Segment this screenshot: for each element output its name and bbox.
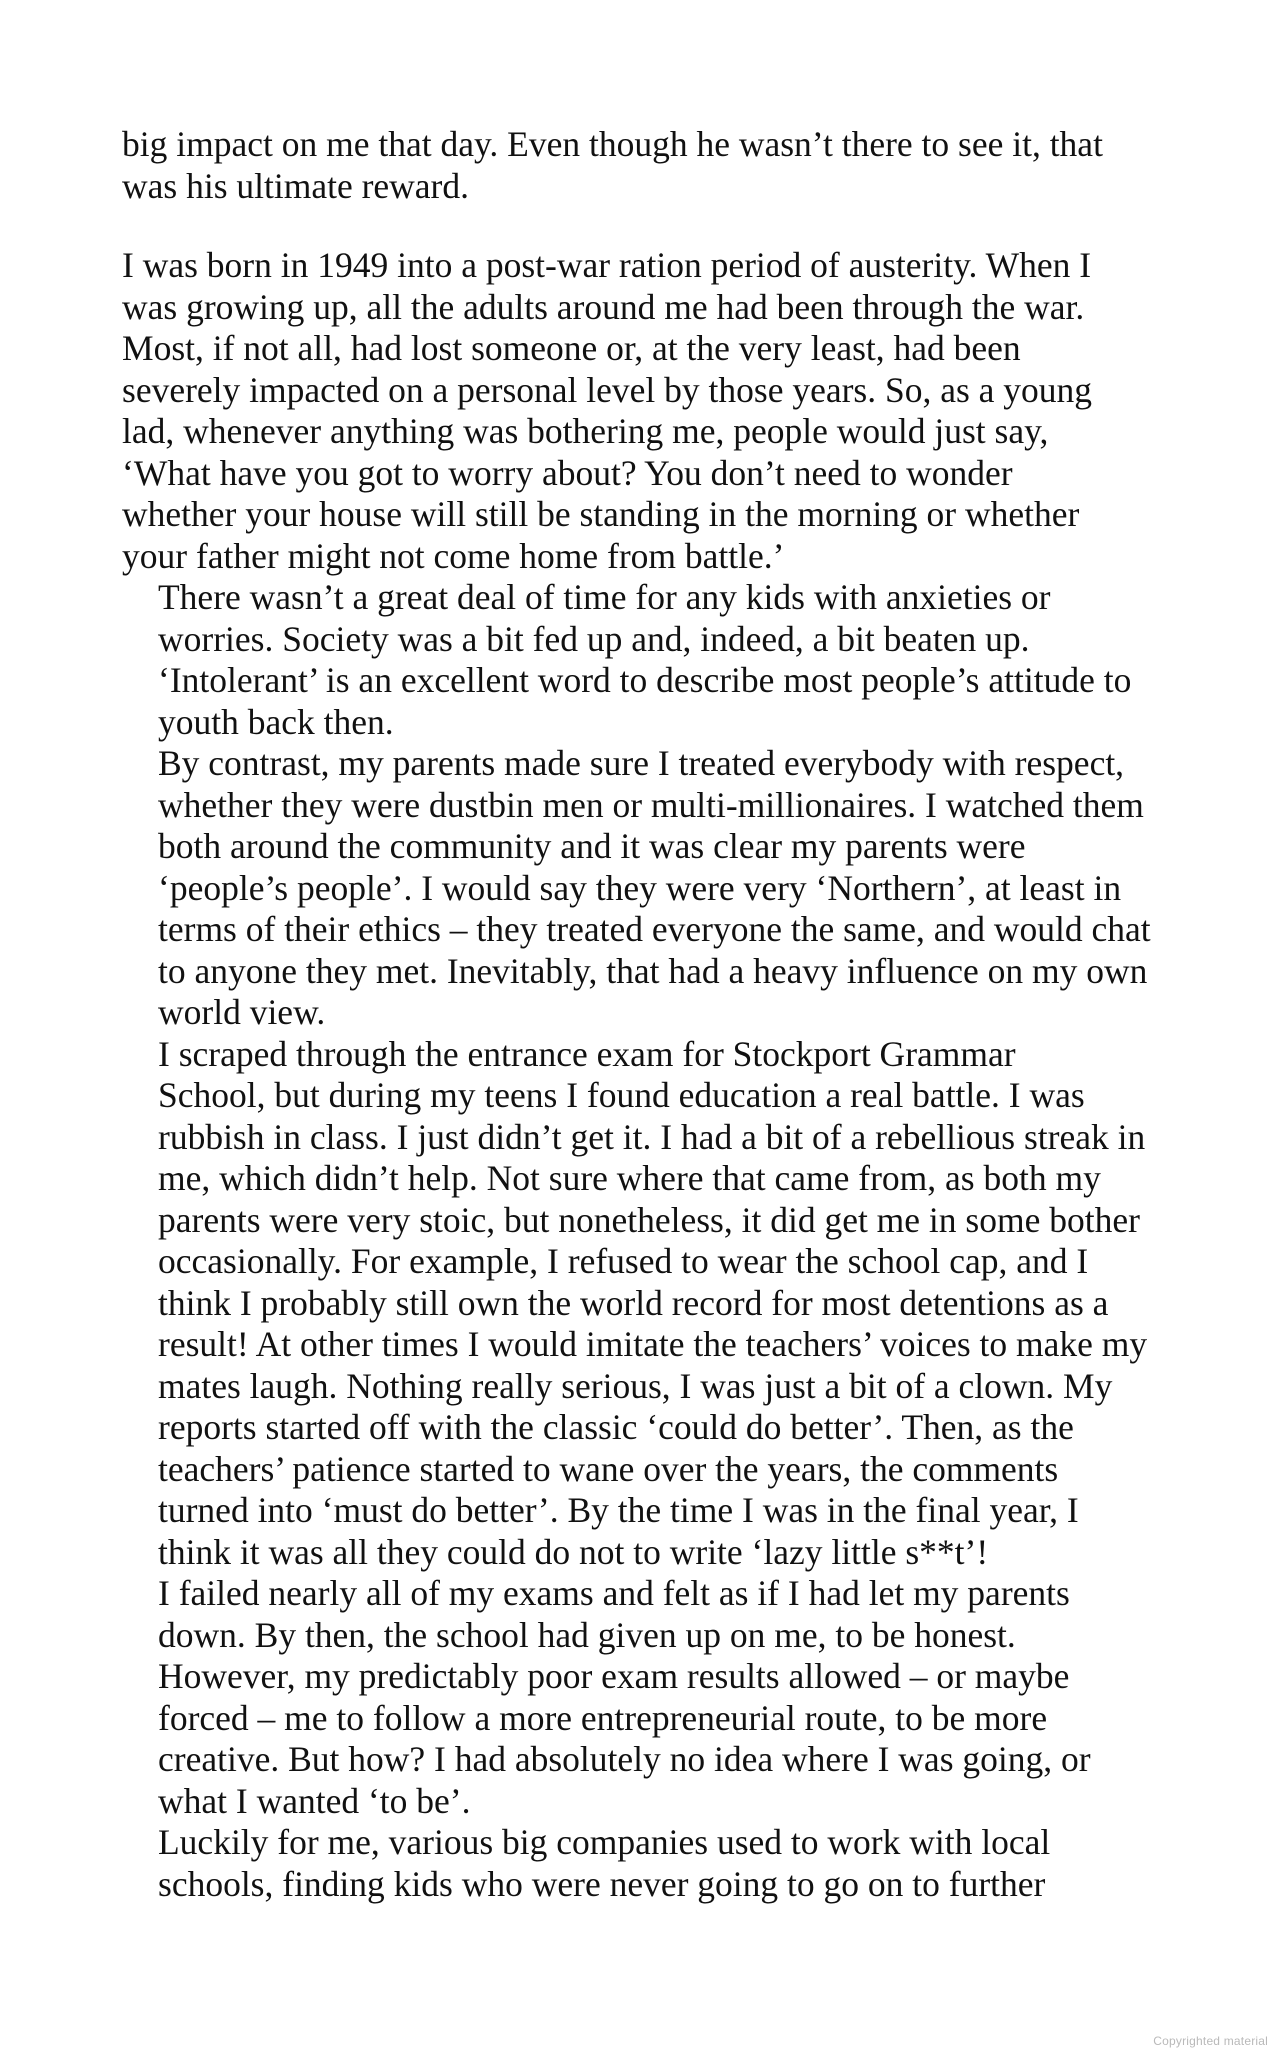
text-line: I was born in 1949 into a post-war ration period of austerity. When I (122, 245, 1092, 285)
text-line: ‘What have you got to worry about? You don’t need to wonder (122, 452, 1013, 493)
text-line: both around the community and it was clear my parents were (158, 826, 1026, 866)
paragraph-parents (122, 743, 1182, 1034)
text-line: occasionally. For example, I refused to wear the school cap, and I (158, 1241, 1089, 1281)
text-line: mates laugh. Nothing really serious, I was just a bit of a clown. My (158, 1365, 1113, 1406)
text-line: creative. But how? I had absolutely no idea where I was going, or (158, 1739, 1091, 1779)
text-line: rubbish in class. I just didn’t get it. I had a bit of a rebellious streak in (158, 1116, 1146, 1157)
text-line: schools, finding kids who were never going to go on to further (158, 1863, 1046, 1904)
text-line: School, but during my teens I found education a real battle. I was (158, 1075, 1085, 1115)
text-line: your father might not come home from battle.’ (122, 535, 785, 576)
text-line: was his ultimate reward. (122, 165, 470, 206)
text-line: I failed nearly all of my exams and felt as if I had let my parents (158, 1573, 1070, 1613)
text-line: severely impacted on a personal level by those years. So, as a young (122, 369, 1093, 410)
text-line: to anyone they met. Inevitably, that had a heavy influence on my own (158, 950, 1148, 991)
text-line: terms of their ethics – they treated everyone the same, and would chat (158, 909, 1151, 949)
text-line: There wasn’t a great deal of time for any kids with anxieties or (158, 577, 1051, 617)
paragraph-school (122, 1034, 1182, 1574)
paragraph-society (122, 577, 1182, 743)
text-line: Most, if not all, had lost someone or, at the very least, had been (122, 328, 1021, 368)
text-line: However, my predictably poor exam results allowed – or maybe (158, 1656, 1070, 1696)
text-line: By contrast, my parents made sure I treated everybody with respect, (158, 743, 1125, 783)
text-line: parents were very stoic, but nonetheless, it did get me in some bother (158, 1199, 1140, 1240)
page-body (122, 124, 1182, 1905)
text-line: ‘people’s people’. I would say they were very ‘Northern’, at least in (158, 867, 1122, 908)
text-line: was growing up, all the adults around me had been through the war. (122, 286, 1085, 327)
text-line: I scraped through the entrance exam for Stockport Grammar (158, 1033, 1016, 1074)
text-line: think I probably still own the world record for most detentions as a (158, 1282, 1109, 1323)
text-line: Luckily for me, various big companies used to work with local (158, 1822, 1051, 1862)
text-line: reports started off with the classic ‘could do better’. Then, as the (158, 1407, 1074, 1447)
text-line: turned into ‘must do better’. By the time I was in the final year, I (158, 1490, 1079, 1530)
text-line: down. By then, the school had given up on me, to be honest. (158, 1614, 1016, 1655)
text-line: think it was all they could do not to write ‘lazy little s**t’! (158, 1531, 989, 1572)
text-line: lad, whenever anything was bothering me, people would just say, (122, 411, 1049, 451)
paragraph-exams (122, 1573, 1182, 1822)
paragraph-birth (122, 245, 1182, 577)
text-line: me, which didn’t help. Not sure where that came from, as both my (158, 1158, 1101, 1198)
text-line: big impact on me that day. Even though he wasn’t there to see it, that (122, 124, 1103, 164)
text-line: result! At other times I would imitate the teachers’ voices to make my (158, 1324, 1148, 1364)
text-line: world view. (158, 992, 326, 1032)
text-line: worries. Society was a bit fed up and, indeed, a bit beaten up. (158, 618, 1030, 659)
text-line: ‘Intolerant’ is an excellent word to describe most people’s attitude to (158, 660, 1132, 700)
paragraph-companies (122, 1822, 1182, 1905)
copyright-watermark: Copyrighted material (1153, 2034, 1268, 2048)
text-line: whether your house will still be standing in the morning or whether (122, 494, 1080, 534)
text-line: what I wanted ‘to be’. (158, 1780, 471, 1821)
text-line: forced – me to follow a more entrepreneurial route, to be more (158, 1697, 1048, 1738)
text-line: teachers’ patience started to wane over the years, the comments (158, 1448, 1059, 1489)
text-line: whether they were dustbin men or multi-millionaires. I watched them (158, 784, 1144, 825)
text-line: youth back then. (158, 701, 394, 742)
paragraph-continued (122, 124, 1182, 207)
